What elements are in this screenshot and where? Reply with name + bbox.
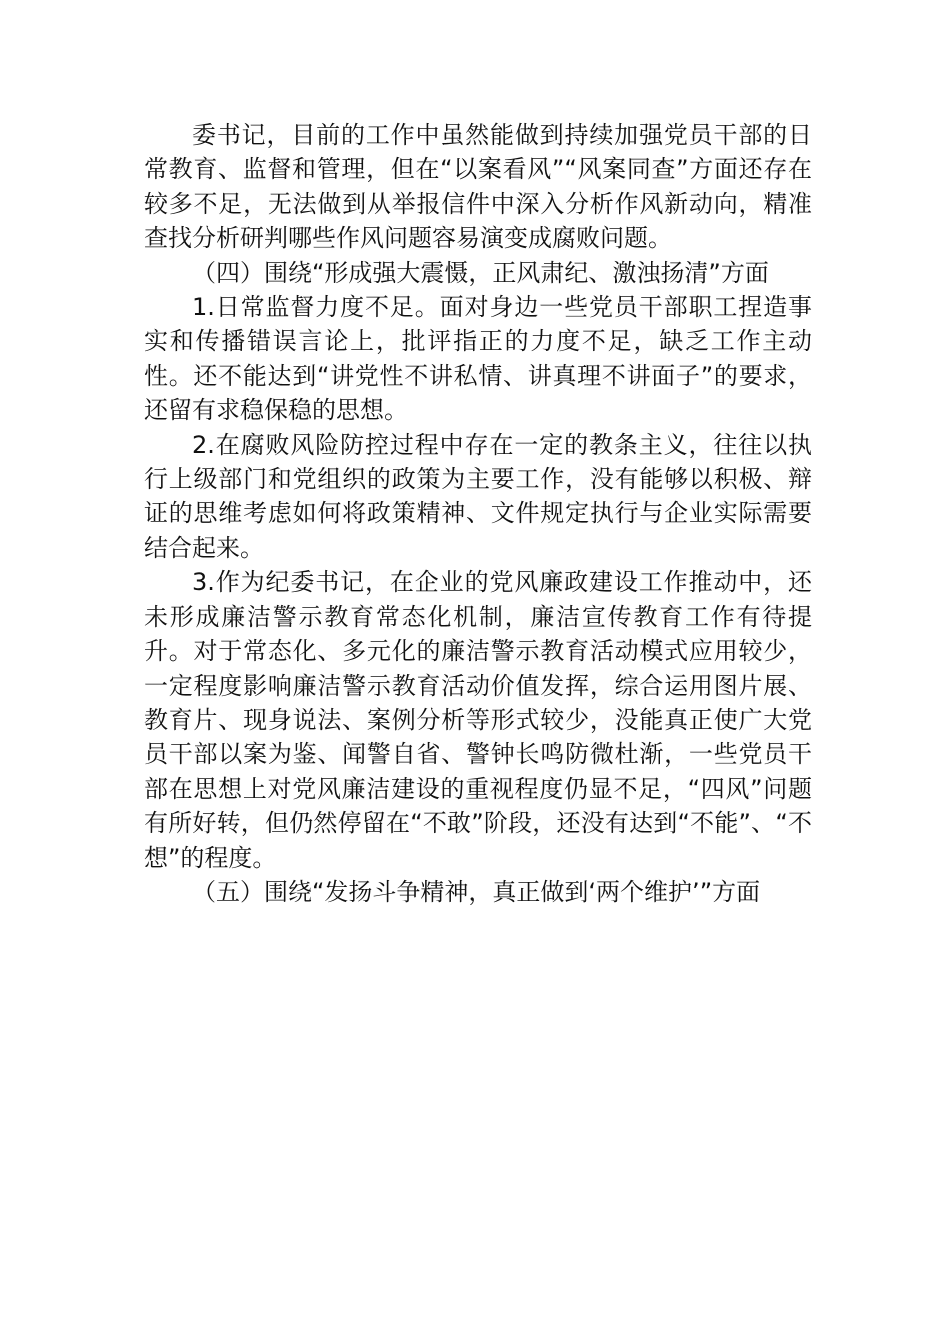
section-heading-4: （四）围绕“形成强大震慑，正风肃纪、激浊扬清”方面	[192, 258, 769, 287]
paragraph-item-1: 1.日常监督力度不足。面对身边一些党员干部职工捏造事实和传播错误言论上，批评指正的力度不足，缺乏工作主动性。还不能达到“讲党性不讲私情、讲真理不讲面子”的要求，还留有求稳保稳的思想。	[144, 293, 812, 425]
document-page	[144, 118, 812, 909]
paragraph-item-2: 2.在腐败风险防控过程中存在一定的教条主义，往往以执行上级部门和党组织的政策为主要工作，没有能够以积极、辩证的思维考虑如何将政策精神、文件规定执行与企业实际需要结合起来。	[144, 430, 812, 562]
paragraph-continuation: 委书记，目前的工作中虽然能做到持续加强党员干部的日常教育、监督和管理，但在“以案看风”“风案同查”方面还存在较多不足，无法做到从举报信件中深入分析作风新动向，精准查找分析研判哪些作风问题容易演变成腐败问题。	[144, 121, 812, 253]
paragraph-item-3: 3.作为纪委书记，在企业的党风廉政建设工作推动中，还未形成廉洁警示教育常态化机制，廉洁宣传教育工作有待提升。对于常态化、多元化的廉洁警示教育活动模式应用较少，一定程度影响廉洁警示教育活动价值发挥，综合运用图片展、教育片、现身说法、案例分析等形式较少，没能真正使广大党员干部以案为鉴、闻警自省、警钟长鸣防微杜渐，一些党员干部在思想上对党风廉洁建设的重视程度仍显不足，“四风”问题有所好转，但仍然停留在“不敢”阶段，还没有达到“不能”、“不想”的程度。	[144, 568, 812, 872]
section-heading-5: （五）围绕“发扬斗争精神，真正做到‘两个维护’”方面	[192, 877, 761, 906]
